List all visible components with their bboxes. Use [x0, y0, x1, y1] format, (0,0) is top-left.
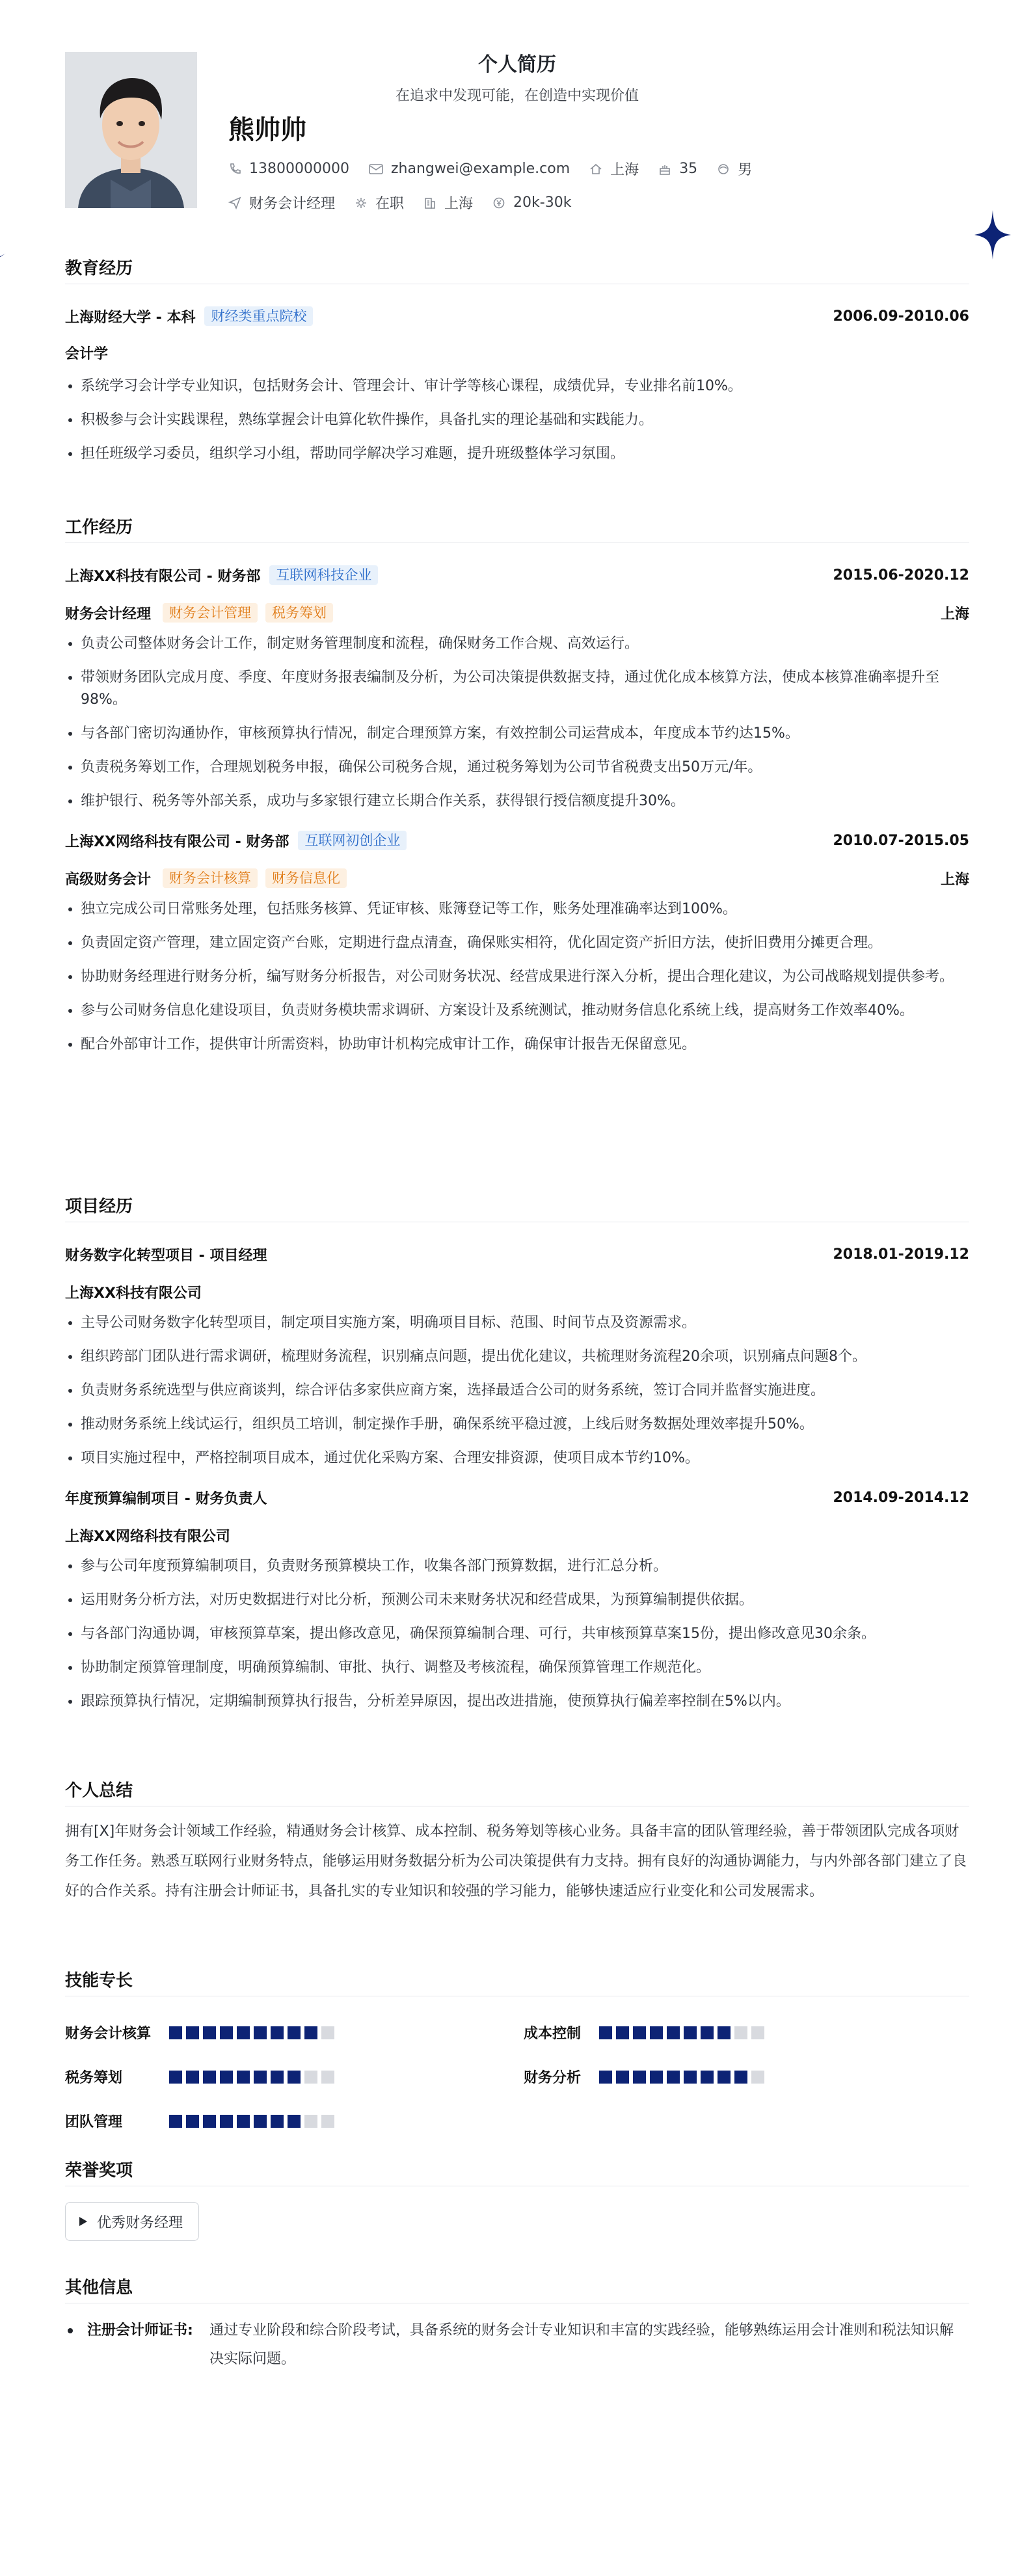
education-date: 2006.09-2010.06: [833, 308, 969, 325]
candidate-name: 熊帅帅: [228, 115, 306, 145]
skill-block-filled: [633, 2071, 646, 2084]
project-date: 2014.09-2014.12: [833, 1489, 969, 1506]
project-company: 上海XX网络科技有限公司: [65, 1528, 230, 1545]
list-item: • 负责固定资产管理，建立固定资产台账，定期进行盘点清查，确保账实相符，优化固定资产折旧方法，使折旧费用分摊更合理。: [81, 932, 969, 954]
skill-block-filled: [169, 2026, 182, 2039]
project-title: 财务数字化转型项目 - 项目经理: [65, 1247, 267, 1264]
coin-icon: [492, 196, 505, 209]
status-info: [355, 193, 404, 213]
projects-section: [65, 1193, 969, 1724]
skill-block-filled: [616, 2071, 629, 2084]
skill-block-filled: [237, 2115, 250, 2128]
education-entry-header: [65, 305, 969, 327]
skill-block-empty: [751, 2071, 764, 2084]
list-item: • 协助制定预算管理制度，明确预算编制、审批、执行、调整及考核流程，确保预算管理工作规范化。: [81, 1657, 969, 1679]
job-header: [65, 829, 969, 852]
job-position: 财务会计经理: [65, 606, 152, 623]
company-tag: 互联网初创企业: [298, 831, 407, 850]
skill-name: 税务筹划: [65, 2070, 123, 2086]
section-title: 个人总结: [65, 1781, 133, 1801]
major-row: [65, 342, 969, 364]
other-section: [65, 2274, 969, 2374]
skill-block-filled: [734, 2071, 747, 2084]
list-item: • 维护银行、税务等外部关系，成功与多家银行建立长期合作关系，获得银行授信额度提升30%。: [81, 790, 969, 812]
skill-block-filled: [186, 2026, 199, 2039]
skill-block-filled: [271, 2071, 284, 2084]
section-title: 其他信息: [65, 2278, 133, 2298]
skill-item: [524, 2067, 768, 2087]
skill-level-bar: [169, 2115, 338, 2128]
skill-name: 财务会计核算: [65, 2026, 152, 2042]
list-item: • 独立完成公司日常账务处理，包括账务核算、凭证审核、账簿登记等工作，账务处理准确率达到100%。: [81, 898, 969, 920]
age-icon: [658, 163, 671, 176]
contact-row: [228, 159, 771, 179]
list-item: • 跟踪预算执行情况，定期编制预算执行报告，分析差异原因，提出改进措施，使预算执行偏差率控制在5%以内。: [81, 1691, 969, 1713]
skill-block-filled: [186, 2115, 199, 2128]
skill-level-bar: [599, 2071, 768, 2084]
job-bullets: [65, 633, 969, 812]
position-info: [228, 193, 335, 213]
list-item: • 与各部门密切沟通协作，审核预算执行情况，制定合理预算方案，有效控制公司运营成本，年度成本节约达15%。: [81, 723, 969, 745]
building-icon: [423, 196, 436, 209]
skill-block-filled: [718, 2071, 731, 2084]
project-company-row: [65, 1524, 969, 1546]
skill-block-empty: [321, 2115, 334, 2128]
motto: 在追求中发现可能，在创造中实现价值: [395, 88, 639, 104]
email-info: [369, 161, 570, 177]
target-city-info: [423, 193, 473, 213]
company-name: 上海XX网络科技有限公司 - 财务部: [65, 833, 289, 850]
skill-block-filled: [271, 2026, 284, 2039]
project-company: 上海XX科技有限公司: [65, 1285, 202, 1302]
list-item: • 组织跨部门团队进行需求调研，梳理财务流程，识别痛点问题，提出优化建议，共梳理财务流程20余项，识别痛点问题8个。: [81, 1346, 969, 1368]
status-value: 在职: [375, 196, 405, 212]
skill-block-filled: [616, 2026, 629, 2039]
salary-info: [492, 195, 571, 211]
company-tag: 互联网科技企业: [269, 565, 378, 585]
skill-block-filled: [169, 2115, 182, 2128]
skill-block-filled: [667, 2026, 680, 2039]
company-name: 上海XX科技有限公司 - 财务部: [65, 568, 261, 585]
skill-block-filled: [254, 2026, 267, 2039]
school-name: 上海财经大学 - 本科: [65, 309, 196, 326]
list-item: • 项目实施过程中，严格控制项目成本，通过优化采购方案、合理安排资源，使项目成本节约10%。: [81, 1447, 969, 1469]
skill-block-filled: [254, 2071, 267, 2084]
education-section: [65, 255, 969, 477]
major: 会计学: [65, 345, 109, 362]
skill-block-filled: [718, 2026, 731, 2039]
list-item: • 推动财务系统上线试运行，组织员工培训，制定操作手册，确保系统平稳过渡，上线后财务数据处理效率提升50%。: [81, 1414, 969, 1436]
skill-block-filled: [650, 2026, 663, 2039]
skill-block-empty: [751, 2026, 764, 2039]
project-header: [65, 1243, 969, 1265]
skill-block-filled: [169, 2071, 182, 2084]
skill-tag: 财务会计管理: [163, 603, 258, 623]
section-title: 工作经历: [65, 518, 133, 537]
skill-block-filled: [667, 2071, 680, 2084]
gear-icon: [355, 196, 368, 209]
list-item: • 负责税务筹划工作，合理规划税务申报，确保公司税务合规，通过税务筹划为公司节省税费支出50万元/年。: [81, 757, 969, 779]
skill-block-empty: [321, 2026, 334, 2039]
age-value: 35: [679, 161, 698, 177]
skill-tag: 财务会计核算: [163, 868, 258, 888]
age-info: [658, 161, 697, 177]
triangle-right-icon: [79, 2216, 88, 2227]
project-date: 2018.01-2019.12: [833, 1246, 969, 1263]
skill-block-filled: [203, 2026, 216, 2039]
position-value: 财务会计经理: [249, 196, 336, 212]
list-item: • 带领财务团队完成月度、季度、年度财务报表编制及分析，为公司决策提供数据支持，通过优化成本核算方法，使成本核算准确率提升至98%。: [81, 667, 969, 711]
skill-name: 团队管理: [65, 2114, 123, 2130]
target-city-value: 上海: [444, 196, 474, 212]
phone-value: 13800000000: [249, 161, 349, 177]
job-position: 高级财务会计: [65, 871, 152, 888]
list-item: • 负责公司整体财务会计工作，制定财务管理制度和流程，确保财务工作合规、高效运行。: [81, 633, 969, 655]
section-title: 荣誉奖项: [65, 2161, 133, 2180]
skill-item: [65, 2067, 338, 2087]
skill-block-empty: [304, 2115, 317, 2128]
skill-block-filled: [701, 2026, 714, 2039]
gender-info: [717, 159, 752, 179]
skill-block-filled: [633, 2026, 646, 2039]
summary-text: 拥有[X]年财务会计领域工作经验，精通财务会计核算、成本控制、税务筹划等核心业务。具备丰富的团队管理经验，善于带领团队完成各项财务工作任务。熟悉互联网行业财务特点，能够运用财务数据分析为公司决策提供有力支持。拥有良好的沟通协调能力，与内外部各部门建立了良好的合作关系。持有注册会计师证书，具备扎实的专业知识和较强的学习能力，能够快速适应行业变化和公司发展需求。: [65, 1823, 967, 1899]
skill-block-empty: [304, 2071, 317, 2084]
skills-section: [65, 1967, 969, 2151]
section-title: 项目经历: [65, 1197, 133, 1216]
position-row: [65, 867, 969, 889]
skill-block-filled: [271, 2115, 284, 2128]
list-item: • 积极参与会计实践课程，熟练掌握会计电算化软件操作，具备扎实的理论基础和实践能力。: [81, 409, 969, 431]
city-info: [589, 159, 639, 179]
skill-block-filled: [599, 2071, 612, 2084]
job-date: 2010.07-2015.05: [833, 832, 969, 849]
send-icon: [228, 196, 241, 209]
award-label: 优秀财务经理: [97, 2214, 183, 2231]
skill-block-filled: [288, 2071, 301, 2084]
skill-block-filled: [186, 2071, 199, 2084]
position-row: [65, 602, 969, 624]
skill-block-filled: [684, 2026, 697, 2039]
skill-name: 财务分析: [524, 2070, 582, 2086]
phone-icon: [228, 163, 241, 176]
school-tag: 财经类重点院校: [204, 306, 313, 326]
other-info-value: 通过专业阶段和综合阶段考试，具备系统的财务会计专业知识和丰富的实践经验，能够熟练运用会计准则和税法知识解决实际问题。: [209, 2322, 954, 2367]
gender-icon: [717, 163, 730, 176]
resume-title: 个人简历: [478, 53, 556, 76]
other-info-label: 注册会计师证书:: [87, 2322, 193, 2339]
skill-level-bar: [599, 2026, 768, 2039]
list-item: • 参与公司年度预算编制项目，负责财务预算模块工作，收集各部门预算数据，进行汇总分析。: [81, 1555, 969, 1577]
mail-icon: [369, 163, 383, 175]
education-bullets: [65, 375, 969, 465]
skill-block-filled: [220, 2026, 233, 2039]
other-info-item: [65, 2316, 969, 2374]
skill-block-filled: [237, 2071, 250, 2084]
list-item: • 与各部门沟通协调，审核预算草案，提出修改意见，确保预算编制合理、可行，共审核预算草案15份，提出修改意见30余条。: [81, 1623, 969, 1645]
skills-grid: [65, 2008, 969, 2151]
skill-block-filled: [288, 2026, 301, 2039]
award-item: [65, 2202, 199, 2241]
skill-block-filled: [304, 2026, 317, 2039]
sparkle-star-icon: [974, 210, 1011, 260]
skill-tag: 税务筹划: [265, 603, 333, 623]
city-value: 上海: [610, 162, 639, 178]
job-header: [65, 564, 969, 586]
list-item: • 运用财务分析方法，对历史数据进行对比分析，预测公司未来财务状况和经营成果，为预算编制提供依据。: [81, 1589, 969, 1611]
skill-block-filled: [599, 2026, 612, 2039]
skill-block-filled: [237, 2026, 250, 2039]
skill-block-filled: [220, 2071, 233, 2084]
list-item: • 参与公司财务信息化建设项目，负责财务模块需求调研、方案设计及系统测试，推动财务信息化系统上线，提高财务工作效率40%。: [81, 1000, 969, 1022]
summary-section: [65, 1777, 969, 1907]
skill-block-filled: [254, 2115, 267, 2128]
section-title: 教育经历: [65, 259, 133, 278]
gender-value: 男: [738, 162, 753, 178]
home-icon: [589, 163, 602, 176]
project-company-row: [65, 1281, 969, 1303]
skill-block-filled: [203, 2115, 216, 2128]
list-item: • 协助财务经理进行财务分析，编写财务分析报告，对公司财务状况、经营成果进行深入分析，提出合理化建议，为公司战略规划提供参考。: [81, 966, 969, 988]
skill-tag: 财务信息化: [265, 868, 347, 888]
skill-name: 成本控制: [524, 2026, 582, 2042]
project-bullets: [65, 1555, 969, 1713]
skill-block-filled: [684, 2071, 697, 2084]
skill-block-filled: [701, 2071, 714, 2084]
email-value: zhangwei@example.com: [390, 161, 570, 177]
skill-item: [65, 2111, 338, 2131]
skill-block-empty: [734, 2026, 747, 2039]
skill-level-bar: [169, 2071, 338, 2084]
list-item: • 担任班级学习委员，组织学习小组，帮助同学解决学习难题，提升班级整体学习氛围。: [81, 443, 969, 465]
skill-block-filled: [203, 2071, 216, 2084]
skill-item: [65, 2022, 338, 2043]
job-location: 上海: [940, 871, 969, 888]
list-item: • 配合外部审计工作，提供审计所需资料，协助审计机构完成审计工作，确保审计报告无保留意见。: [81, 1034, 969, 1056]
job-bullets: [65, 898, 969, 1056]
phone-info: [228, 161, 349, 177]
bullet-dot-icon: [65, 2316, 87, 2374]
job-location: 上海: [940, 606, 969, 623]
list-item: • 负责财务系统选型与供应商谈判，综合评估多家供应商方案，选择最适合公司的财务系统，签订合同并监督实施进度。: [81, 1380, 969, 1402]
section-title: 技能专长: [65, 1971, 133, 1991]
job-intent-row: [228, 193, 591, 213]
project-bullets: [65, 1312, 969, 1469]
skill-block-filled: [288, 2115, 301, 2128]
skill-item: [524, 2022, 768, 2043]
list-item: • 主导公司财务数字化转型项目，制定项目实施方案，明确项目目标、范围、时间节点及资源需求。: [81, 1312, 969, 1334]
work-section: [65, 514, 969, 1067]
project-header: [65, 1486, 969, 1509]
salary-value: 20k-30k: [513, 195, 572, 211]
skill-block-empty: [321, 2071, 334, 2084]
skill-level-bar: [169, 2026, 338, 2039]
job-date: 2015.06-2020.12: [833, 567, 969, 584]
list-item: • 系统学习会计学专业知识，包括财务会计、管理会计、审计学等核心课程，成绩优异，专业排名前10%。: [81, 375, 969, 397]
skill-block-filled: [650, 2071, 663, 2084]
awards-section: [65, 2157, 969, 2241]
project-title: 年度预算编制项目 - 财务负责人: [65, 1490, 267, 1507]
skill-block-filled: [220, 2115, 233, 2128]
